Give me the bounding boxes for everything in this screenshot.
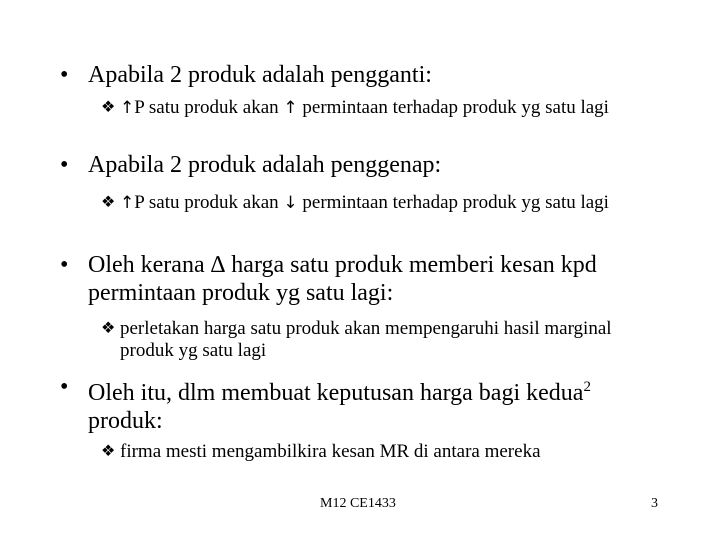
- subbullet-text: perletakan harga satu produk akan mempengaruhi hasil marginal produk yg satu lagi: [120, 318, 612, 361]
- bullet-4: [60, 373, 628, 435]
- bullet-text-part2: produk:: [88, 408, 163, 434]
- delta-symbol: ∆: [210, 252, 226, 278]
- arrow-up-icon: ↑: [120, 193, 135, 213]
- arrow-up-icon: ↑: [283, 98, 298, 118]
- bullet-2: [60, 151, 668, 179]
- subbullet-2: [101, 192, 660, 214]
- bullet-dot-icon: •: [60, 152, 69, 178]
- subbullet-text: [120, 97, 660, 119]
- subbullet-text: firma mesti mengambilkira kesan MR di antara mereka: [120, 441, 541, 462]
- bullet-text: Apabila 2 produk adalah penggenap:: [88, 152, 442, 178]
- diamond-bullet-icon: ❖: [101, 194, 116, 211]
- bullet-3: [60, 251, 668, 307]
- subbullet-text-part1: P satu produk akan: [134, 192, 279, 213]
- subbullet-text-part2: permintaan terhadap produk yg satu lagi: [302, 97, 609, 118]
- subbullet-1: [101, 97, 660, 119]
- subbullet-text-part2: permintaan terhadap produk yg satu lagi: [302, 192, 609, 213]
- subbullet-text: [120, 192, 660, 214]
- superscript: 2: [583, 379, 591, 395]
- bullet-dot-icon: •: [60, 252, 69, 278]
- subbullet-text-part1: P satu produk akan: [134, 97, 279, 118]
- footer-label: M12 CE1433: [320, 496, 396, 511]
- bullet-dot-icon: •: [60, 374, 69, 400]
- bullet-text: Apabila 2 produk adalah pengganti:: [88, 62, 432, 88]
- bullet-text-part1: Oleh kerana: [88, 252, 205, 278]
- bullet-dot-icon: •: [60, 62, 69, 88]
- arrow-down-icon: ↓: [283, 193, 298, 213]
- bullet-text: [88, 373, 628, 435]
- subbullet-4: [101, 441, 660, 463]
- bullet-1: [60, 61, 668, 89]
- page-number: 3: [651, 496, 658, 511]
- subbullet-3: [101, 318, 660, 362]
- bullet-text-part2: harga satu produk memberi kesan kpd permintaan produk yg satu lagi:: [88, 252, 597, 306]
- diamond-bullet-icon: ❖: [101, 320, 116, 337]
- bullet-text: [88, 251, 668, 307]
- bullet-text-part1: Oleh itu, dlm membuat keputusan harga bagi kedua: [88, 380, 584, 406]
- arrow-up-icon: ↑: [120, 98, 135, 118]
- diamond-bullet-icon: ❖: [101, 99, 116, 116]
- diamond-bullet-icon: ❖: [101, 443, 116, 460]
